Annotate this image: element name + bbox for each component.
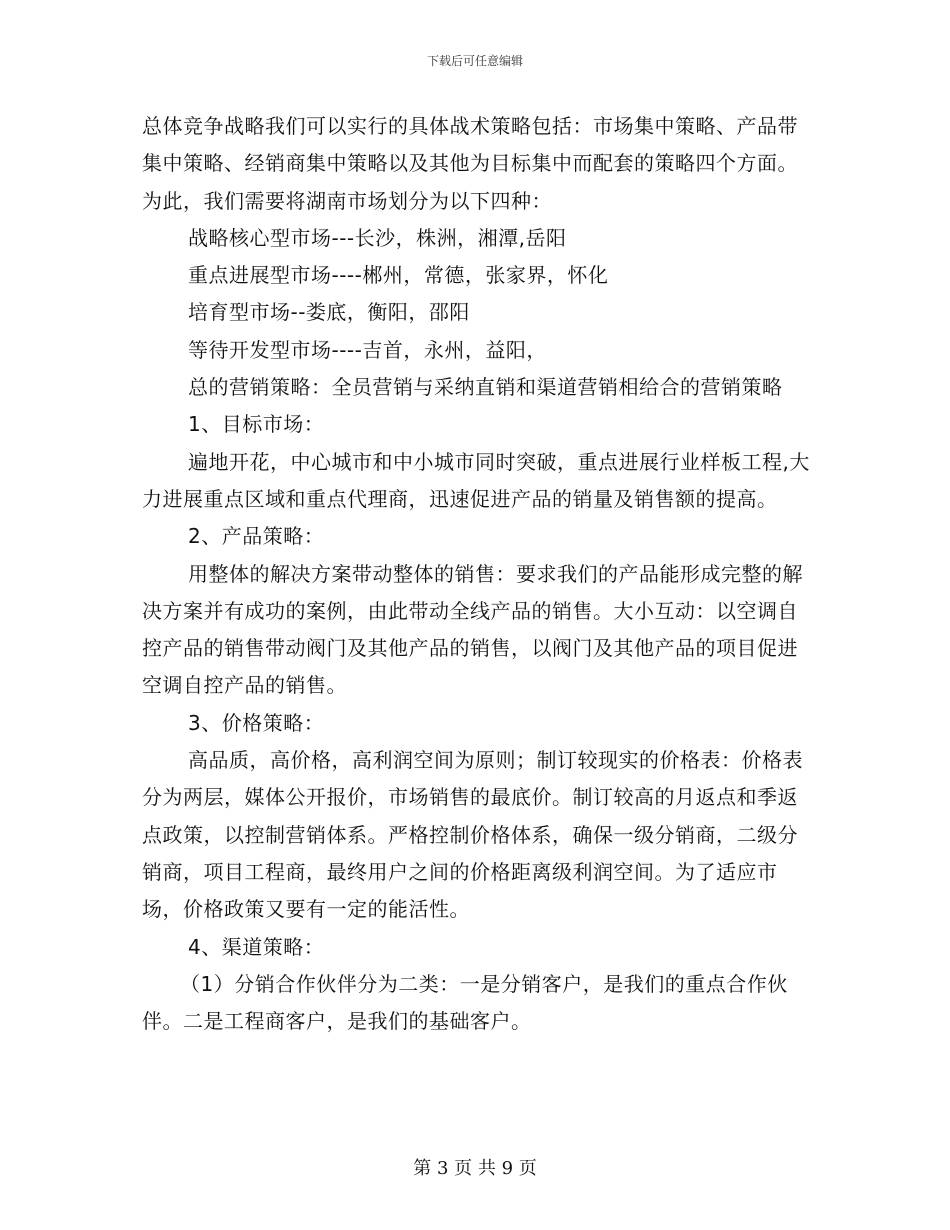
document-body <box>142 108 814 1040</box>
product-strategy-paragraph: 用整体的解决方案带动整体的销售：要求我们的产品能形成完整的解决方案并有成功的案例，由此带动全线产品的销售。大小互动：以空调自控产品的销售带动阀门及其他产品的销售，以阀门及其他产品的项目促进空调自控产品的销售。 <box>142 561 803 698</box>
section-heading-price-strategy: 3、价格策略： <box>188 710 325 735</box>
price-strategy-paragraph: 高品质，高价格，高利润空间为原则；制订较现实的价格表：价格表分为两层，媒体公开报价，市场销售的最底价。制订较高的月返点和季返点政策，以控制营销体系。严格控制价格体系，确保一级分销商，二级分销商，项目工程商，最终用户之间的价格距离级利润空间。为了适应市场，价格政策又要有一定的能活性。 <box>142 748 803 922</box>
section-heading-target-market: 1、目标市场： <box>188 412 325 437</box>
page-header: 下载后可任意编辑 <box>426 54 523 68</box>
channel-strategy-paragraph: （1）分销合作伙伴分为二类：一是分销客户，是我们的重点合作伙伴。二是工程商客户，是我们的基础客户。 <box>142 971 788 1034</box>
market-nurture-line: 培育型市场--娄底，衡阳，邵阳 <box>188 300 470 325</box>
market-pending-line: 等待开发型市场----吉首，永州，益阳， <box>188 337 547 362</box>
page-footer: 第 3 页 共 9 页 <box>413 1158 537 1179</box>
intro-paragraph: 总体竞争战略我们可以实行的具体战术策略包括：市场集中策略、产品带集中策略、经销商集中策略以及其他为目标集中而配套的策略四个方面。为此，我们需要将湖南市场划分为以下四种： <box>142 114 798 213</box>
market-core-line: 战略核心型市场---长沙，株洲，湘潭,岳阳 <box>188 225 567 250</box>
market-key-line: 重点进展型市场----郴州，常德，张家界，怀化 <box>188 263 609 288</box>
section-heading-product-strategy: 2、产品策略： <box>188 524 325 549</box>
section-heading-channel-strategy: 4、渠道策略： <box>188 934 325 959</box>
target-market-paragraph: 遍地开花，中心城市和中小城市同时突破，重点进展行业样板工程,大力进展重点区域和重点代理商，迅速促进产品的销量及销售额的提高。 <box>142 449 810 511</box>
overall-strategy-paragraph: 总的营销策略：全员营销与采纳直销和渠道营销相给合的营销策略 <box>188 375 783 400</box>
